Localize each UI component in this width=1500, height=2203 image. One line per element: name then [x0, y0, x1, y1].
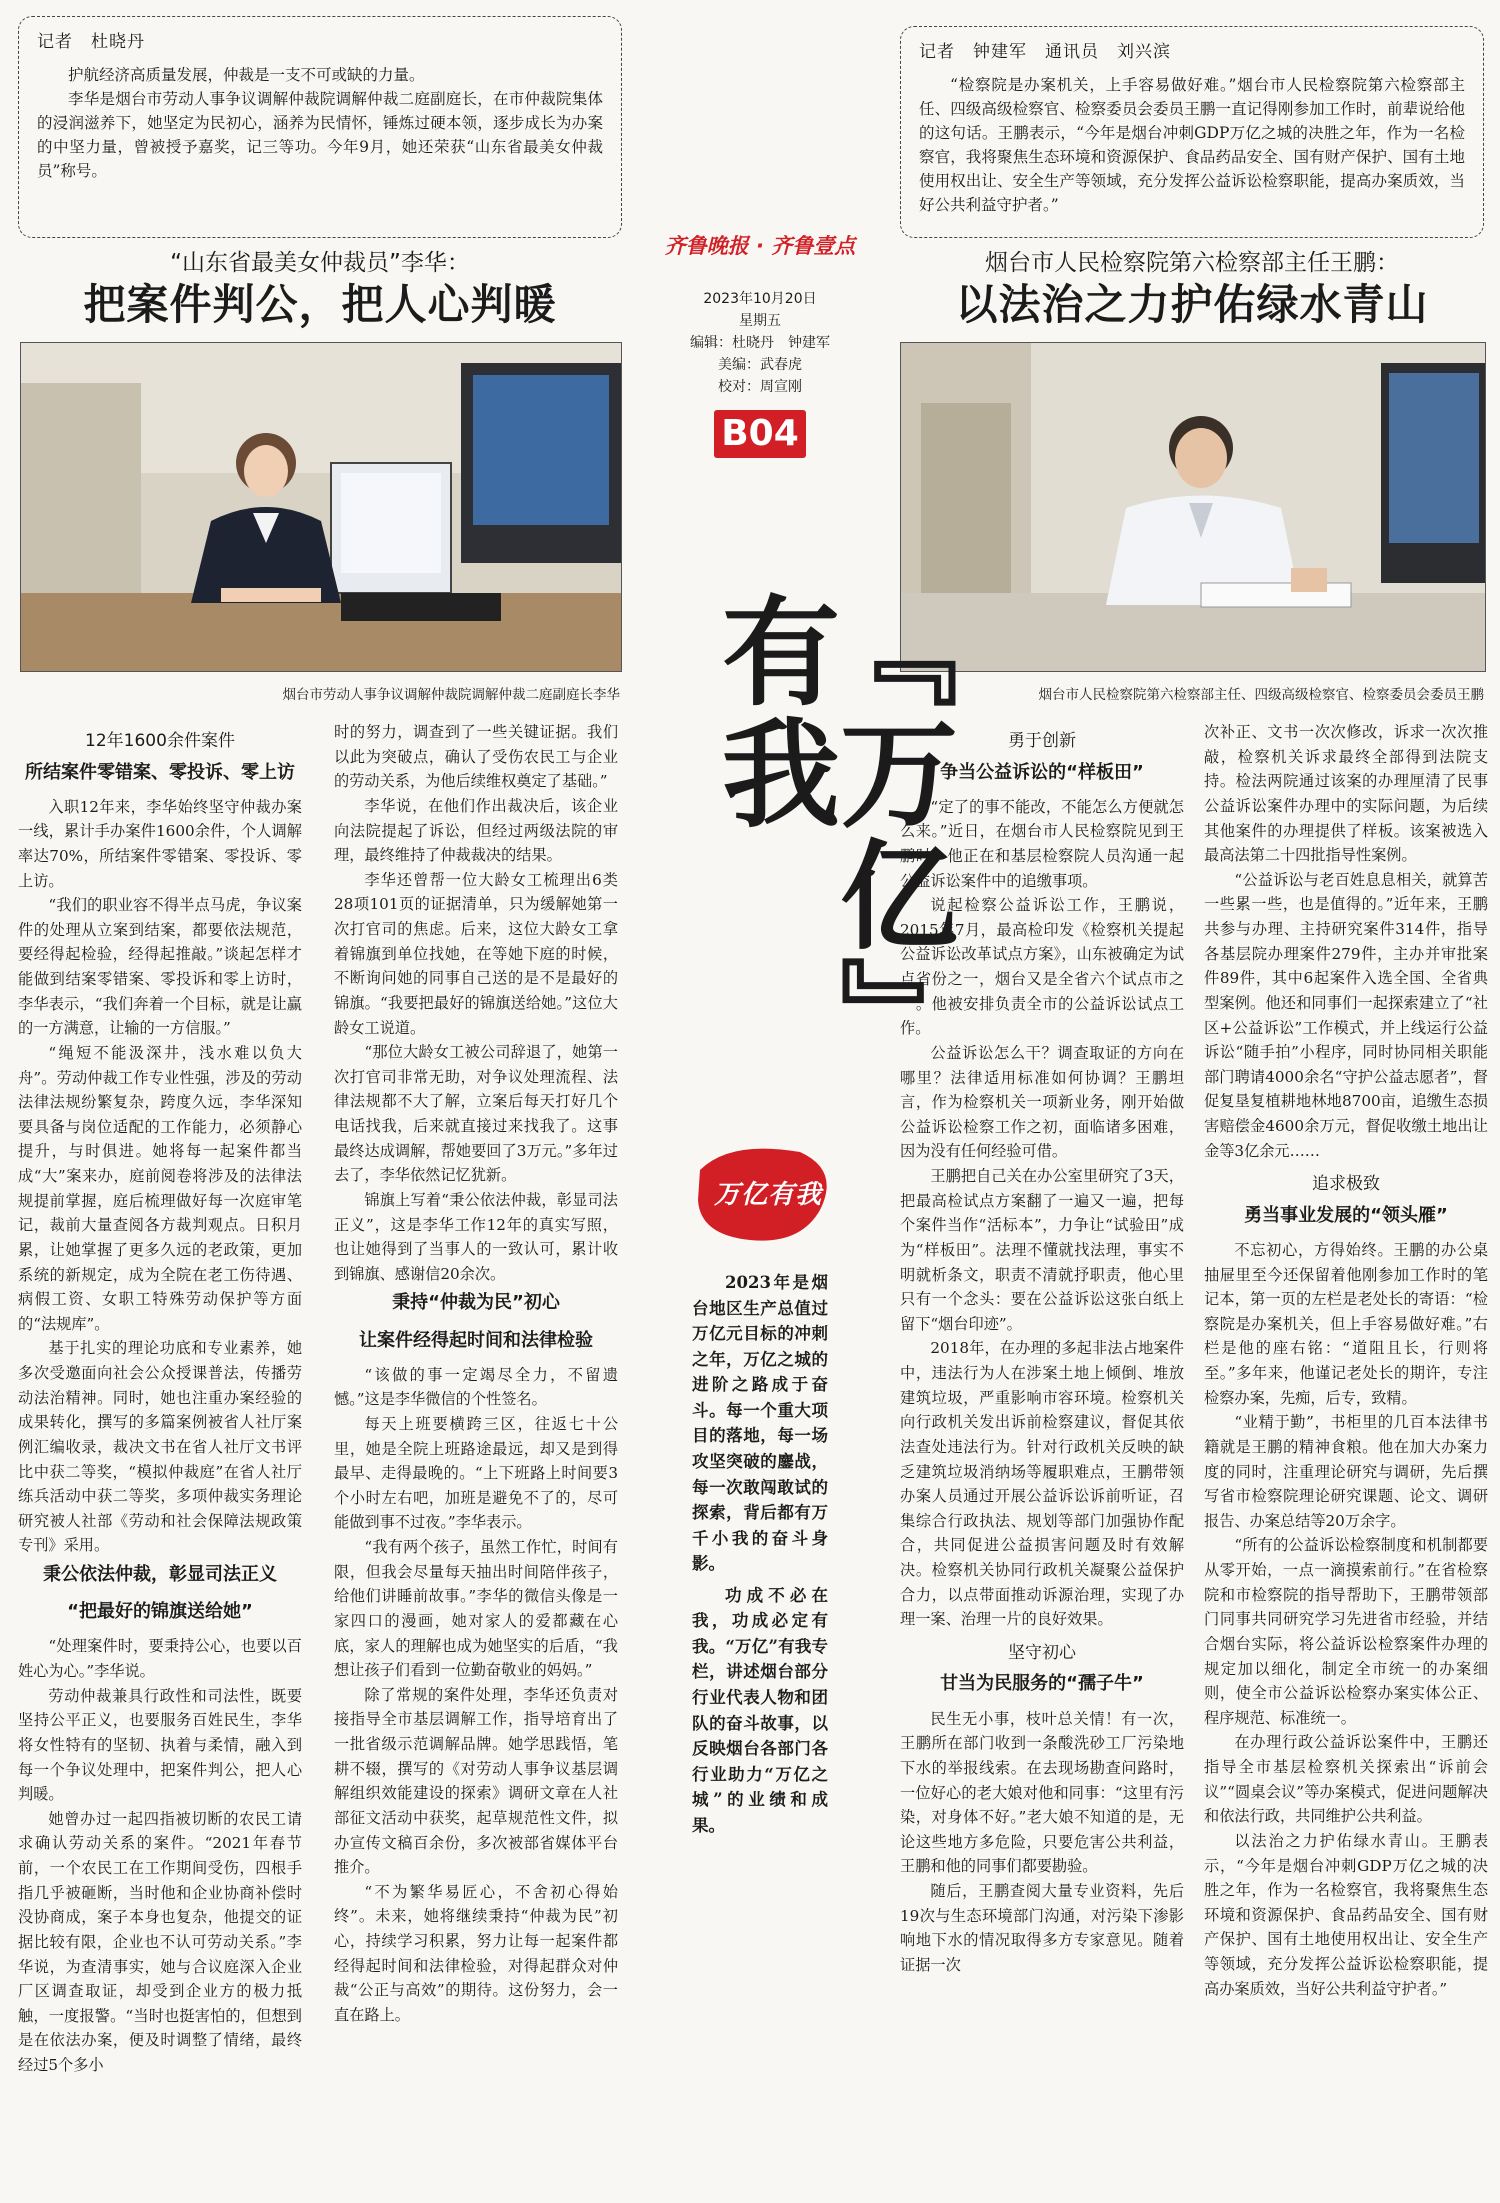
feature-intro-p1: 2023年是烟台地区生产总值过万亿元目标的冲刺之年，万亿之城的进阶之路成于奋斗。每一个重大项目的落地，每一场攻坚突破的鏖战，每一次敢闯敢试的探索，背后都有万千小我的奋斗身影。: [692, 1273, 828, 1574]
paragraph: “不为繁华易匠心，不舍初心得始终”。未来，她将继续秉持“仲裁为民”初心，持续学习积累，努力让每一起案件都经得起时间和法律检验，对得起群众对仲裁“公正与高效”的期待。这份努力，会一直在路上。: [334, 1882, 618, 2024]
masthead-editor: 编辑：杜晓丹 钟建军: [690, 335, 830, 351]
right-column-2: [1204, 720, 1488, 2195]
masthead-art: 美编：武春虎: [718, 357, 802, 373]
paragraph: 每天上班要横跨三区，往返七十公里，她是全院上班路途最远，却又是到得最早、走得最晚的。“上下班路上时间要3个小时左右吧，加班是避免不了的，尽可能做到事不过夜。”李华表示。: [334, 1414, 618, 1532]
paragraph: “绳短不能汲深井，浅水难以负大舟”。劳动仲裁工作专业性强，涉及的劳动法律法规纷繁复杂，跨度久远，李华深知要具备与岗位适配的工作能力，必须静心提升，与时俱进。她将每一起案件都当成“大”案来办，庭前阅卷将涉及的法律法规提前掌握，庭后梳理做好每一次庭审笔记，裁前大量查阅各方裁判观点。日积月累，让她掌握了更多久远的老政策，更加系统的新规定，成为全院在老工伤待遇、病假工资、女职工特殊劳动保护等方面的“法规库”。: [18, 1043, 302, 1333]
paragraph: 不忘初心，方得始终。王鹏的办公桌抽屉里至今还保留着他刚参加工作时的笔记本，第一页的左栏是老处长的寄语：“检察院是办案机关，但上手容易做好难。”右栏是他的座右铭：“道阻且长，行则将至。”多年来，他谨记老处长的期许，专注检察办案，先痴，后专，致精。: [1204, 1240, 1488, 1407]
masthead-weekday: 星期五: [739, 313, 781, 329]
paragraph: 时的努力，调查到了一些关键证据。我们以此为突破点，确认了受伤农民工与企业的劳动关系，为他后续维权奠定了基础。”: [334, 723, 618, 791]
section-kicker: 追求极致: [1312, 1174, 1380, 1195]
paragraph: 王鹏把自己关在办公室里研究了3天，把最高检试点方案翻了一遍又一遍，把每个案件当作“活标本”，力争让“试验田”成为“样板田”。法理不懂就找法理，事实不明就析条文，职责不清就抒职责，他心里只有一个念头：要在公益诉讼这张白纸上留下“烟台印迹”。: [900, 1167, 1184, 1333]
section-heading: 勇当事业发展的“领头雁”: [1244, 1204, 1448, 1226]
feature-logo: [690, 1140, 840, 1250]
paragraph: 劳动仲裁兼具行政性和司法性，既要坚持公平正义，也要服务百姓民生，李华将女性特有的坚韧、执着与柔情，融入到每一个争议处理中，把案件判公，把人心判暖。: [18, 1686, 302, 1804]
paragraph: 入职12年来，李华始终坚守仲裁办案一线，累计手办案件1600余件，个人调解率达70%，所结案件零错案、零投诉、零上访。: [18, 797, 302, 890]
paragraph: “公益诉讼与老百姓息息相关，就算苦一些累一些，也是值得的。”近年来，王鹏共参与办理、主持研究案件314件，指导各基层院办理案件279件，主办并审批案件89件，其中6起案件入选全国、全省典型案例。他还和同事们一起探索建立了“社区+公益诉讼”工作模式，并上线运行公益诉讼“随手拍”小程序，同时协同相关职能部门聘请4000余名“守护公益志愿者”，督促复垦复植耕地林地8700亩，追缴生态损害赔偿金4600余万元，督促收缴土地出让金等3亿余元……: [1204, 870, 1488, 1160]
paragraph: 除了常规的案件处理，李华还负责对接指导全市基层调解工作，指导培育出了一批省级示范调解品牌。她学思践悟，笔耕不辍，撰写的《对劳动人事争议基层调解组织效能建设的探索》调研文章在人社部征文活动中获奖，起草规范性文件，拟办宣传文稿百余份，多次被部省媒体平台推介。: [334, 1685, 618, 1877]
masthead: [640, 230, 880, 458]
left-column-2: [334, 720, 618, 2195]
left-byline: 记者 杜晓丹: [37, 32, 145, 52]
section-kicker: 坚守初心: [1008, 1642, 1076, 1663]
paragraph: 基于扎实的理论功底和专业素养，她多次受邀面向社会公众授课普法，传播劳动法治精神。同时，她也注重办案经验的成果转化，撰写的多篇案例被省人社厅案例汇编收录，裁决文书在省人社厅文书评比中获二等奖，“模拟仲裁庭”在省人社厅练兵活动中获二等奖，多项仲裁实务理论研究被人社部《劳动和社会保障法规政策专刊》采用。: [18, 1339, 302, 1555]
paragraph: 随后，王鹏查阅大量专业资料，先后19次与生态环境部门沟通，对污染下渗影响地下水的情况取得多方专家意见。随着证据一次: [900, 1882, 1184, 1974]
section-kicker: 勇于创新: [1008, 731, 1076, 751]
paragraph: 李华还曾帮一位大龄女工梳理出6类28项101页的证据清单，只为缓解她第一次打官司的焦虑。后来，这位大龄女工拿着锦旗到单位找她，在等她下庭的时候，不断询问她的同事自己送的是不是最好的锦旗。“我要把最好的锦旗送给她。”这位大龄女工说道。: [334, 870, 618, 1037]
paragraph: “那位大龄女工被公司辞退了，她第一次打官司非常无助，对争议处理流程、法律法规都不大了解，立案后每天打好几个电话找我，后来就直接过来找我了。这事最终达成调解，帮她要回了3万元。”多年过去了，李华依然记忆犹新。: [334, 1043, 618, 1185]
paragraph: “定了的事不能改，不能怎么方便就怎么来。”近日，在烟台市人民检察院见到王鹏时，他正在和基层检察院人员沟通一起公益诉讼案件中的追缴事项。: [900, 797, 1184, 890]
right-kicker: 烟台市人民检察院第六检察部主任王鹏：: [985, 250, 1399, 276]
left-lead-p2: 李华是烟台市劳动人事争议调解仲裁院调解仲裁二庭副庭长，在市仲裁院集体的浸润滋养下，她坚定为民初心，涵养为民情怀，锤炼过硬本领，逐步成长为办案的中坚力量，曾被授予嘉奖，记三等功。今年9月，她还荣获“山东省最美女仲裁员”称号。: [37, 90, 603, 181]
paragraph: “我有两个孩子，虽然工作忙，时间有限，但我会尽量每天抽出时间陪伴孩子，给他们讲睡前故事。”李华的微信头像是一家四口的漫画，她对家人的爱都藏在心底，家人的理解也成为她坚实的后盾，“我想让孩子们看到一位勤奋敬业的妈妈。”: [334, 1538, 618, 1680]
paragraph: 锦旗上写着“秉公依法仲裁，彰显司法正义”，这是李华工作12年的真实写照，也让她得到了当事人的一致认可，累计收到锦旗、感谢信20余次。: [334, 1190, 618, 1283]
page-number: B04: [721, 413, 799, 454]
left-photo: [20, 342, 622, 672]
feature-logo-text: 万亿有我: [713, 1180, 822, 1210]
page-number-badge: [714, 410, 806, 458]
section-heading: 让案件经得起时间和法律检验: [359, 1329, 593, 1351]
left-lead-box: [18, 16, 622, 238]
paragraph: “处理案件时，要秉持公心，也要以百姓心为心。”李华说。: [18, 1637, 302, 1680]
right-headline: 以法治之力护佑绿水青山: [955, 280, 1429, 329]
section-heading: 秉公依法仲裁，彰显司法正义: [43, 1564, 277, 1586]
right-column-1: [900, 720, 1184, 2195]
paragraph: 次补正、文书一次次修改，诉求一次次推敲，检察机关诉求最终全部得到法院支持。检法两院通过该案的办理厘清了民事公益诉讼案件办理中的实际问题，为后续其他案件的办理提供了样板。该案被选入最高法第二十四批指导性案例。: [1204, 723, 1488, 865]
masthead-proof: 校对：周宣刚: [718, 379, 802, 395]
paragraph: 在办理行政公益诉讼案件中，王鹏还指导全市基层检察机关探索出“诉前会议”“圆桌会议”等办案模式，促进问题解决和依法行政，共同维护公共利益。: [1204, 1733, 1488, 1826]
section-heading: 争当公益诉讼的“样板田”: [940, 761, 1144, 783]
paragraph: “业精于勤”，书柜里的几百本法律书籍就是王鹏的精神食粮。他在加大办案力度的同时，注重理论研究与调研，先后撰写省市检察院理论研究课题、论文、调研报告、办案总结等20万余字。: [1204, 1413, 1488, 1530]
feature-title: 『万亿』有我: [702, 590, 959, 1019]
paragraph: “我们的职业容不得半点马虎，争议案件的处理从立案到结案，都要依法规范，要经得起检验，经得起推敲。”谈起怎样才能做到结案零错案、零投诉和零上访时，李华表示，“我们奔着一个目标，就是让赢的一方满意，让输的一方信服。”: [18, 896, 302, 1038]
man-writing-illustration: [901, 343, 1485, 671]
left-column-1: [18, 720, 302, 2195]
left-headline: 把案件判公，把人心判暖: [83, 280, 557, 329]
right-photo-caption: 烟台市人民检察院第六检察部主任、四级高级检察官、检察委员会委员王鹏: [1038, 687, 1484, 703]
feature-intro-p2: 功成不必在我，功成必定有我。“万亿”有我专栏，讲述烟台部分行业代表人物和团队的奋斗故事，以反映烟台各部门各行业助力“万亿之城”的业绩和成果。: [692, 1585, 828, 1835]
masthead-date: 2023年10月20日: [703, 291, 817, 307]
paragraph: 以法治之力护佑绿水青山。王鹏表示，“今年是烟台冲刺GDP万亿之城的决胜之年，作为一名检察官，我将聚焦生态环境和资源保护、食品药品安全、国有财产保护、国有土地使用权出让、安全生产等领域，充分发挥公益诉讼检察职能，提高办案质效，当好公共利益守护者。”: [1204, 1831, 1488, 1998]
paragraph: “该做的事一定竭尽全力，不留遗憾。”这是李华微信的个性签名。: [334, 1365, 618, 1409]
section-heading: “把最好的锦旗送给她”: [67, 1601, 253, 1623]
woman-at-desk-illustration: [21, 343, 621, 671]
feature-intro: [692, 1270, 828, 1844]
paragraph: 她曾办过一起四指被切断的农民工请求确认劳动关系的案件。“2021年春节前，一个农民工在工作期间受伤，四根手指几乎被砸断，当时他和企业协商补偿时没协商成，案子本身也复杂，他提交的证据比较有限，企业也不认可劳动关系。”李华说，为查清事实，她与合议庭深入企业厂区调查取证，却受到企业方的极力抵触，一度报警。“当时也挺害怕的，但想到是在依法办案，便及时调整了情绪，最终经过5个多小: [18, 1809, 302, 2074]
section-kicker: 12年1600余件案件: [85, 731, 235, 751]
right-byline: 记者 钟建军 通讯员 刘兴滨: [919, 42, 1171, 62]
paragraph: 公益诉讼怎么干？调查取证的方向在哪里？法律适用标准如何协调？王鹏坦言，作为检察机关一项新业务，刚开始做公益诉讼检察工作之初，面临诸多困难，因为没有任何经验可借。: [900, 1043, 1184, 1161]
paragraph: 民生无小事，枝叶总关情！有一次，王鹏所在部门收到一条酸洗砂工厂污染地下水的举报线索。在去现场勘查问路时，一位好心的老大娘对他和同事：“这里有污染，对身体不好。”老大娘不知道的是，无论这些地方多危险，只要危害公共利益，王鹏和他的同事们都要勘验。: [900, 1709, 1184, 1876]
paragraph: 说起检察公益诉讼工作，王鹏说，2015年7月，最高检印发《检察机关提起公益诉讼改革试点方案》，山东被确定为试点省份之一，烟台又是全省六个试点市之一。他被安排负责全市的公益诉讼试点工作。: [900, 896, 1184, 1038]
right-photo: [900, 342, 1486, 672]
right-lead-p1: “检察院是办案机关，上手容易做好难。”烟台市人民检察院第六检察部主任、四级高级检察官、检察委员会委员王鹏一直记得刚参加工作时，前辈说给他的这句话。王鹏表示，“今年是烟台冲刺GDP万亿之城的决胜之年，作为一名检察官，我将聚焦生态环境和资源保护、食品药品安全、国有财产保护、国有土地使用权出让、安全生产等领域，充分发挥公益诉讼检察职能，提高办案质效，当好公共利益守护者。”: [919, 76, 1465, 215]
section-heading: 甘当为民服务的“孺子牛”: [940, 1673, 1144, 1695]
right-lead-box: [900, 26, 1484, 238]
paragraph: 2018年，在办理的多起非法占地案件中，违法行为人在涉案土地上倾倒、堆放建筑垃圾，严重影响市容环境。检察机关向行政机关发出诉前检察建议，督促其依法查处违法行为。针对行政机关反映的缺乏建筑垃圾消纳场等履职难点，王鹏带领办案人员通过开展公益诉讼诉前听证，召集综合行政执法、规划等部门加强协作配合，共同促进公益损害问题及时有效解决。检察机关协同行政机关凝聚公益保护合力，以点带面推动诉源治理，实现了办理一案、治理一片的良好效果。: [900, 1339, 1184, 1629]
section-heading: 所结案件零错案、零投诉、零上访: [25, 761, 295, 783]
left-kicker: “山东省最美女仲裁员”李华：: [170, 250, 470, 276]
masthead-brand: 齐鲁晚报 · 齐鲁壹点: [664, 234, 856, 258]
paragraph: 李华说，在他们作出裁决后，该企业向法院提起了诉讼，但经过两级法院的审理，最终维持了仲裁裁决的结果。: [334, 796, 618, 865]
section-heading: 秉持“仲裁为民”初心: [392, 1292, 560, 1314]
left-photo-caption: 烟台市劳动人事争议调解仲裁院调解仲裁二庭副庭长李华: [282, 687, 620, 703]
left-lead-p1: 护航经济高质量发展，仲裁是一支不可或缺的力量。: [68, 66, 425, 85]
paragraph: “所有的公益诉讼检察制度和机制都要从零开始，一点一滴摸索前行。”在省检察院和市检察院的指导帮助下，王鹏带领部门同事共同研究学习先进省市经验，并结合烟台实际，将公益诉讼检察案件办理的规定加以细化，制定全市统一的办案细则，使全市公益诉讼检察办案实体公正、程序规范、标准统一。: [1204, 1536, 1488, 1727]
